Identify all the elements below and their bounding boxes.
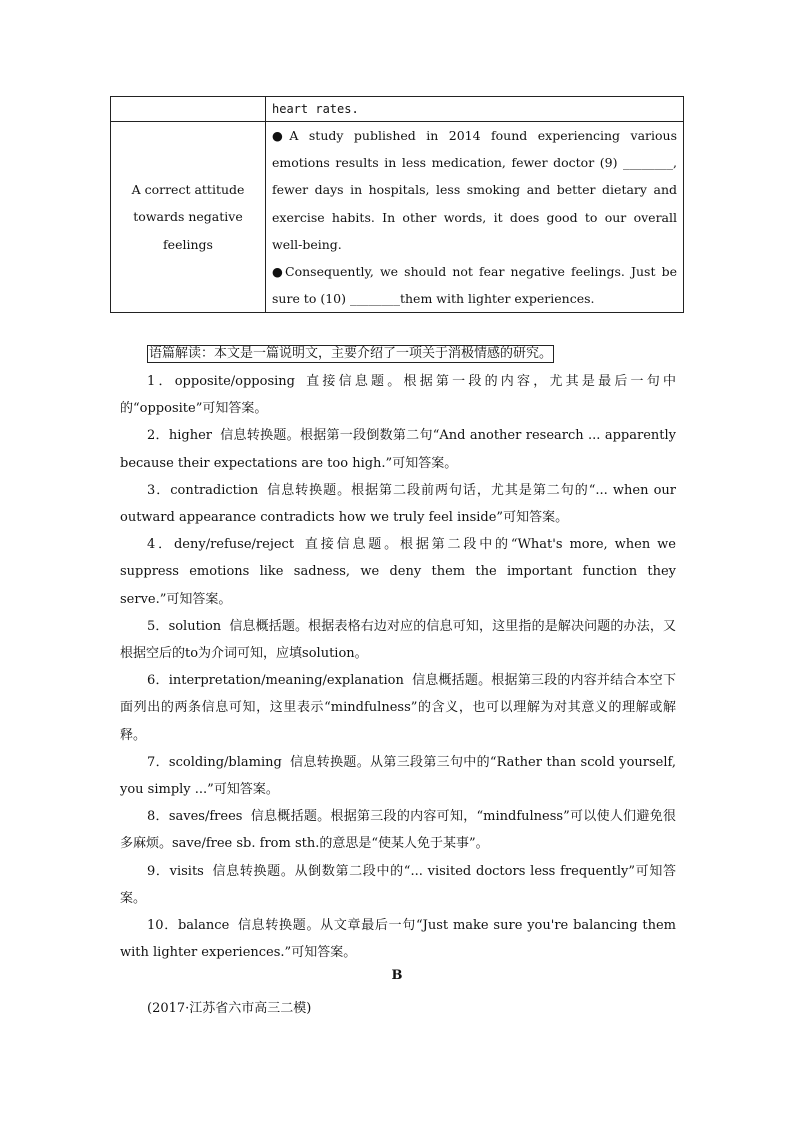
label-line: feelings [163,236,213,252]
answer-number: 6． [147,673,169,689]
answer-explanation: 信息概括题。根据第三段的内容并结合本空下面列出的两条信息可知，这里表示“mindfulness”的含义，也可以理解为对其意义的理解或解释。 [120,673,676,743]
list-item [120,858,676,912]
answer-number: 3． [147,482,171,498]
answer-number: 7． [147,754,169,770]
cell-text: heart rates. [272,102,359,116]
summary-table [110,96,684,313]
answer-word: solution [168,618,222,634]
answer-explanation: 信息转换题。从第三段第三句中的“Rather than scold yourself, you simply ...”可知答案。 [120,754,677,798]
list-item [120,803,676,857]
answer-word: balance [177,918,230,934]
bullet-study: ●A study published in 2014 found experiencing various emotions results in less medication, fewer doctor (9) ________, fewer days in hospitals, less smoking and better dietary and exercise habits. In other words, it does good to our overall well-being. [272,128,677,252]
answer-list [120,368,676,966]
list-item [120,912,676,966]
source-note: (2017·江苏省六市高三二模) [147,1001,312,1016]
list-item [120,749,676,803]
list-item [120,531,676,613]
answer-explanation: 信息转换题。从倒数第二段中的“... visited doctors less frequently”可知答案。 [120,863,676,906]
table-row [111,122,684,313]
answer-explanation: 直接信息题。根据第一段的内容，尤其是最后一句中的“opposite”可知答案。 [120,374,676,417]
list-item [120,368,676,422]
answer-explanation: 信息转换题。根据第二段前两句话，尤其是第二句的“... when our outward appearance contradicts how we truly feel inside”可知答案。 [120,482,676,526]
answer-number: 10． [147,918,178,934]
label-line: towards negative [133,209,243,225]
answer-explanation: 信息概括题。根据第三段的内容可知，“mindfulness”可以使人们避免很多麻烦。save/free sb. from sth.的意思是“使某人免于某事”。 [120,809,676,852]
answer-word: opposite/opposing [174,374,295,389]
answer-explanation: 直接信息题。根据第二段中的“What's more, when we suppress emotions like sadness, we deny them the important function they serve.”可知答案。 [120,537,676,607]
answer-word: contradiction [170,482,259,498]
answer-number: 5． [147,618,169,634]
answer-number: 1． [147,374,175,389]
table-cell-attitude-label [111,122,266,313]
list-item [120,667,676,749]
answer-number: 2． [147,428,169,444]
section-label: B [391,968,403,983]
answer-explanation: 信息转换题。根据第一段倒数第二句“And another research ... apparently because their expectations are too high.”可知答案。 [120,428,676,471]
answer-word: interpretation/meaning/explanation [168,673,404,689]
table-cell-attitude-content [266,122,684,313]
bullet-consequently: ●Consequently, we should not fear negative feelings. Just be sure to (10) ________them with lighter experiences. [272,264,677,307]
answer-word: saves/frees [168,809,243,825]
label-line: A correct attitude [131,181,245,197]
answer-word: higher [168,428,212,444]
answer-word: scolding/blaming [168,754,282,770]
answer-number: 4． [147,537,174,553]
answer-explanation: 信息概括题。根据表格右边对应的信息可知，这里指的是解决问题的办法，又根据空后的to为介词可知，应填solution。 [120,618,676,662]
answer-number: 9． [147,863,170,879]
list-item [120,477,676,531]
list-item [120,422,676,476]
table-cell-empty [111,97,266,122]
table-cell-heart-rates [266,97,684,122]
list-item [120,613,676,667]
passage-interpretation: 语篇解读：本文是一篇说明文，主要介绍了一项关于消极情感的研究。 [149,346,553,361]
answer-explanation: 信息转换题。从文章最后一句“Just make sure you're balancing them with lighter experiences.”可知答案。 [120,918,676,961]
answer-number: 8． [147,809,169,825]
answer-word: deny/refuse/reject [173,537,295,553]
answer-word: visits [169,863,204,879]
table-row [111,97,684,122]
